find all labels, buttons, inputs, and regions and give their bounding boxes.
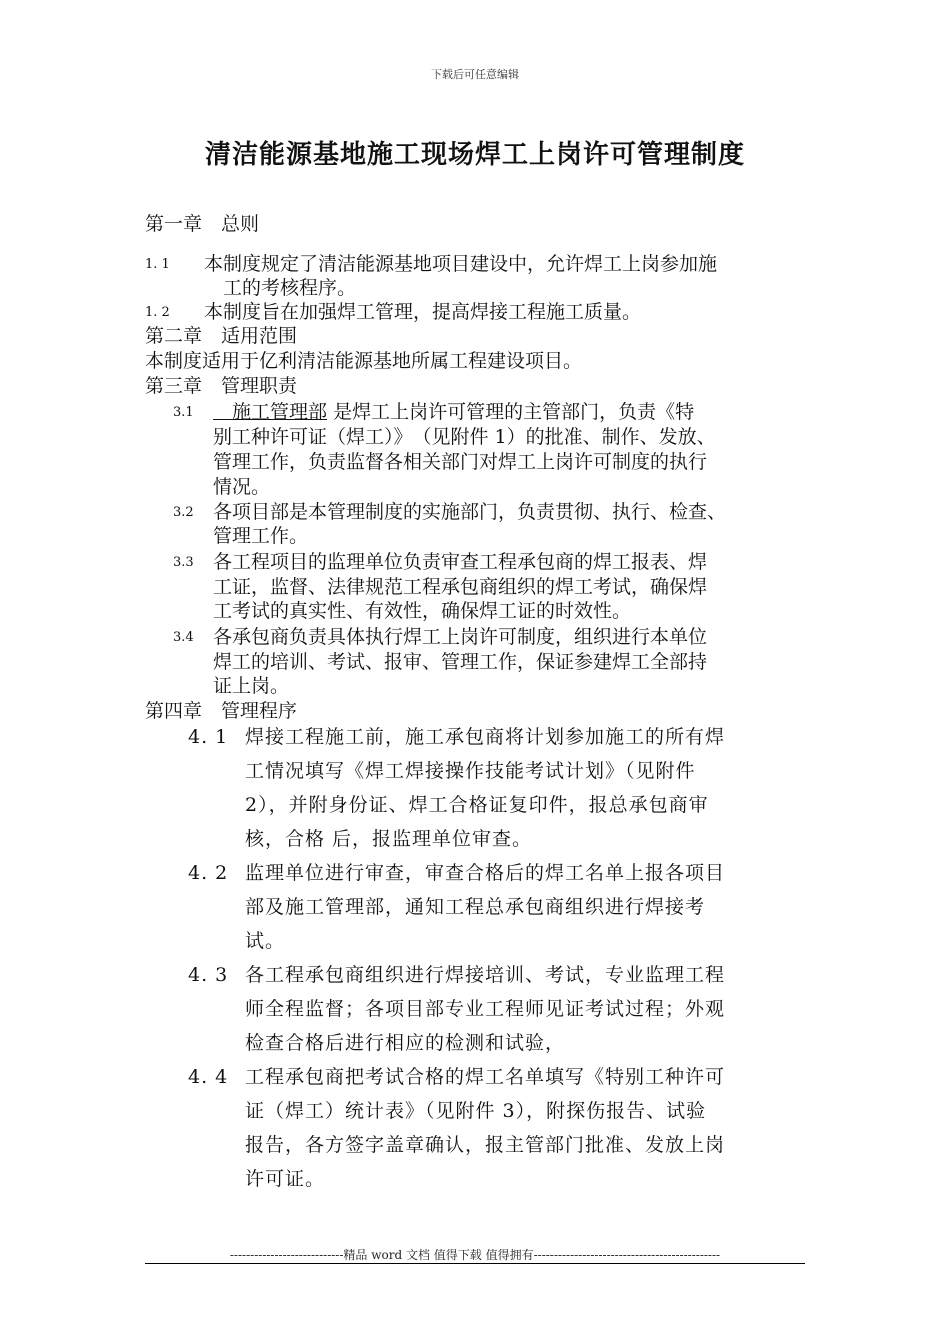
- item-3-3-line-2: 工证，监督、法律规范工程承包商组织的焊工考试，确保焊: [213, 576, 708, 598]
- item-3-2-line-1: 各项目部是本管理制度的实施部门，负责贯彻、执行、检查、: [213, 501, 727, 523]
- footer-rule: [145, 1263, 805, 1264]
- item-3-1-line-1-rest: 是焊工上岗许可管理的主管部门，负责《特: [333, 401, 695, 423]
- item-3-1-line-3: 管理工作，负责监督各相关部门对焊工上岗许可制度的执行: [213, 451, 708, 473]
- document-title: 清洁能源基地施工现场焊工上岗许可管理制度: [204, 140, 745, 170]
- item-3-2-number: 3.2: [173, 505, 194, 520]
- item-1-2-number: 1. 2: [145, 305, 170, 320]
- item-3-1-line-1: [213, 400, 694, 424]
- item-4-1-line-4: 核，合格 后，报监理单位审查。: [245, 828, 533, 850]
- item-3-4-number: 3.4: [173, 630, 194, 645]
- item-4-3-line-3: 检查合格后进行相应的检测和试验，: [245, 1032, 566, 1054]
- item-3-2-line-2: 管理工作。: [213, 525, 309, 547]
- item-4-3-line-1: 各工程承包商组织进行焊接培训、考试，专业监理工程: [245, 964, 726, 986]
- item-4-1-line-2: 工情况填写《焊工焊接操作技能考试计划》（见附件: [245, 760, 696, 782]
- chapter-2-text: 本制度适用于亿利清洁能源基地所属工程建设项目。: [145, 350, 583, 372]
- item-4-1-line-1: 焊接工程施工前，施工承包商将计划参加施工的所有焊: [245, 726, 726, 748]
- item-3-4-line-2: 焊工的培训、考试、报审、管理工作，保证参建焊工全部持: [213, 651, 708, 673]
- header-note: 下载后可任意编辑: [431, 68, 519, 81]
- item-4-1-line-3: 2），并附身份证、焊工合格证复印件，报总承包商审: [245, 794, 709, 816]
- chapter-3-heading: 第三章 管理职责: [145, 375, 298, 397]
- item-4-4-line-2: 证（焊工）统计表》（见附件 3），附探伤报告、试验: [245, 1100, 707, 1122]
- dept-name-underlined: 施工管理部: [213, 401, 328, 423]
- item-4-1-number: 4. 1: [188, 726, 229, 748]
- item-4-3-number: 4. 3: [188, 964, 229, 986]
- chapter-1-heading: 第一章 总则: [145, 213, 260, 235]
- item-3-1-line-2: 别工种许可证（焊工）》 （见附件 1）的批准、制作、发放、: [213, 426, 716, 448]
- item-4-4-line-4: 许可证。: [245, 1168, 326, 1190]
- item-4-3-line-2: 师全程监督；各项目部专业工程师见证考试过程；外观: [245, 998, 726, 1020]
- footer-text: ----------------------------精品 word 文档 值得下载 值得拥有----------------------------------------------: [229, 1248, 721, 1262]
- item-4-2-line-2: 部及施工管理部，通知工程总承包商组织进行焊接考: [245, 896, 706, 918]
- item-4-2-line-1: 监理单位进行审查，审查合格后的焊工名单上报各项目: [245, 862, 726, 884]
- item-3-4-line-3: 证上岗。: [213, 675, 290, 697]
- item-1-1-line-1: 本制度规定了清洁能源基地项目建设中，允许焊工上岗参加施: [204, 253, 718, 275]
- item-4-2-number: 4. 2: [188, 862, 229, 884]
- item-4-4-line-3: 报告，各方签字盖章确认，报主管部门批准、发放上岗: [245, 1134, 726, 1156]
- item-3-1-line-4: 情况。: [213, 476, 271, 498]
- item-3-3-line-1: 各工程项目的监理单位负责审查工程承包商的焊工报表、焊: [213, 551, 708, 573]
- chapter-2-heading: 第二章 适用范围: [145, 325, 298, 347]
- item-4-4-number: 4. 4: [188, 1066, 229, 1088]
- item-4-4-line-1: 工程承包商把考试合格的焊工名单填写《特别工种许可: [245, 1066, 726, 1088]
- item-4-2-line-3: 试。: [245, 930, 286, 952]
- item-3-4-line-1: 各承包商负责具体执行焊工上岗许可制度，组织进行本单位: [213, 626, 708, 648]
- item-3-1-number: 3.1: [173, 405, 194, 420]
- item-3-3-line-3: 工考试的真实性、有效性，确保焊工证的时效性。: [213, 600, 632, 622]
- item-3-3-number: 3.3: [173, 555, 194, 570]
- item-1-1-number: 1. 1: [145, 257, 170, 272]
- item-1-1-line-2: 工的考核程序。: [223, 277, 357, 299]
- chapter-4-heading: 第四章 管理程序: [145, 700, 298, 722]
- item-1-2-line-1: 本制度旨在加强焊工管理，提高焊接工程施工质量。: [204, 301, 642, 323]
